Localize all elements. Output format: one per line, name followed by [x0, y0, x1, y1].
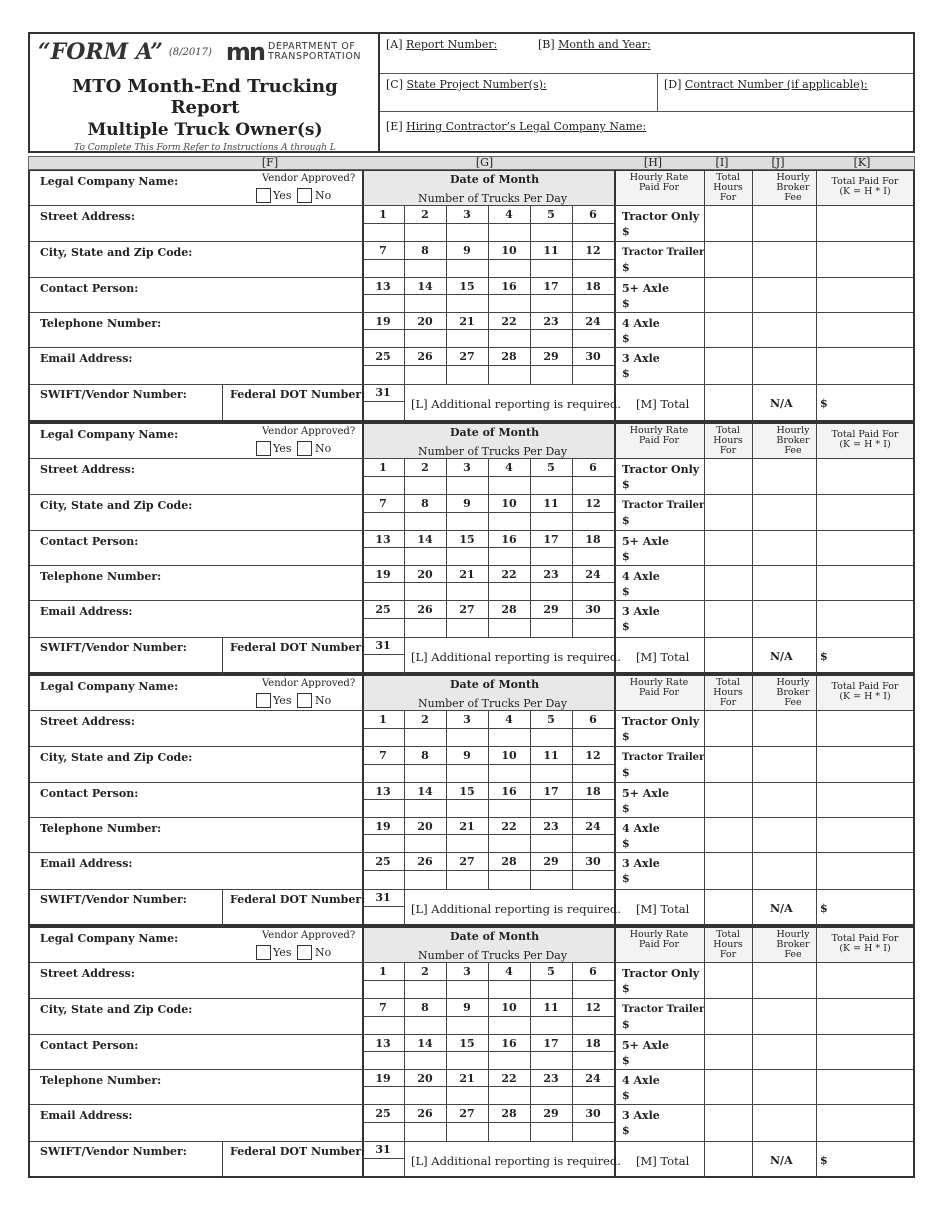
- m-total-label: [M] Total: [636, 902, 690, 916]
- day-number: 26: [417, 855, 433, 868]
- truck-type-label: Tractor Trailer: [622, 500, 705, 511]
- col-j: [J]: [771, 156, 785, 169]
- day-number: 30: [585, 1107, 601, 1120]
- day-number: 2: [421, 965, 429, 978]
- day-number: 24: [585, 568, 601, 581]
- day-number: 29: [543, 1107, 559, 1120]
- logo-dept-line2: TRANSPORTATION: [267, 51, 362, 62]
- day-number: 21: [459, 315, 475, 328]
- total-hours-header: Total Hours For: [713, 677, 743, 708]
- day-number: 17: [543, 280, 559, 293]
- truck-type-label: Tractor Only: [622, 715, 700, 728]
- broker-fee-header: Hourly Broker Fee: [776, 929, 810, 960]
- truck-type-label: 4 Axle: [622, 1074, 660, 1087]
- day-number: 23: [543, 1072, 559, 1085]
- day-number: 3: [463, 965, 471, 978]
- truck-type-label: 5+ Axle: [622, 1039, 669, 1052]
- day-number: 16: [501, 1037, 517, 1050]
- day-number: 2: [421, 713, 429, 726]
- day-number: 15: [459, 1037, 475, 1050]
- hourly-rate-dollar: $: [622, 478, 630, 491]
- hourly-rate-dollar: $: [622, 982, 630, 995]
- truck-owner-block: [28, 170, 915, 422]
- day-number: 12: [585, 244, 601, 257]
- additional-reporting-note: [L] Additional reporting is required.: [411, 902, 621, 916]
- day-number: 23: [543, 568, 559, 581]
- no-label: No: [314, 945, 332, 959]
- total-paid-formula: (K = H * I): [839, 439, 891, 450]
- day-number: 20: [417, 568, 433, 581]
- street-address-label: Street Address:: [40, 210, 135, 223]
- trucks-per-day-label: Number of Trucks Per Day: [418, 697, 568, 710]
- col-k: [K]: [853, 156, 871, 169]
- day-number: 26: [417, 603, 433, 616]
- day-number: 17: [543, 1037, 559, 1050]
- hourly-rate-dollar: $: [622, 297, 630, 310]
- truck-type-label: 3 Axle: [622, 857, 660, 870]
- day-number: 11: [543, 244, 559, 257]
- day-number: 27: [459, 855, 475, 868]
- telephone-number-label: Telephone Number:: [40, 317, 162, 330]
- truck-type-label: 4 Axle: [622, 570, 660, 583]
- day-number: 21: [459, 820, 475, 833]
- day-number: 7: [379, 749, 387, 762]
- vendor-approved-no-checkbox[interactable]: [297, 188, 312, 203]
- legal-company-name-label: Legal Company Name:: [40, 175, 179, 188]
- vendor-approved-no-checkbox[interactable]: [297, 693, 312, 708]
- vendor-approved-yes-checkbox[interactable]: [256, 188, 271, 203]
- day-number: 25: [375, 603, 391, 616]
- hourly-rate-dollar: $: [622, 367, 630, 380]
- day-number: 14: [417, 785, 433, 798]
- hourly-rate-dollar: $: [622, 872, 630, 885]
- vendor-approved-yes-checkbox[interactable]: [256, 693, 271, 708]
- truck-type-label: 4 Axle: [622, 822, 660, 835]
- hiring-contractor-field[interactable]: [E] Hiring Contractor’s Legal Company Name:: [386, 120, 647, 133]
- vendor-approved-label: Vendor Approved?: [262, 173, 356, 184]
- day-number: 8: [421, 1001, 429, 1014]
- day-number: 2: [421, 208, 429, 221]
- hourly-rate-dollar: $: [622, 802, 630, 815]
- day-number: 20: [417, 820, 433, 833]
- m-total-label: [M] Total: [636, 1154, 690, 1168]
- truck-owner-block: [28, 674, 915, 926]
- day-number: 8: [421, 244, 429, 257]
- hourly-rate-dollar: $: [622, 1054, 630, 1067]
- broker-na-label: N/A: [770, 1154, 793, 1167]
- telephone-number-label: Telephone Number:: [40, 570, 162, 583]
- day-number: 19: [375, 315, 391, 328]
- yes-label: Yes: [273, 693, 292, 707]
- trucks-per-day-label: Number of Trucks Per Day: [418, 445, 568, 458]
- day-number: 4: [505, 461, 513, 474]
- additional-reporting-note: [L] Additional reporting is required.: [411, 397, 621, 411]
- truck-type-label: 5+ Axle: [622, 787, 669, 800]
- day-number: 7: [379, 244, 387, 257]
- day-number: 29: [543, 855, 559, 868]
- broker-na-label: N/A: [770, 902, 793, 915]
- day-number: 10: [501, 497, 517, 510]
- day-number: 12: [585, 1001, 601, 1014]
- telephone-number-label: Telephone Number:: [40, 822, 162, 835]
- day-number: 11: [543, 749, 559, 762]
- vendor-approved-yes-checkbox[interactable]: [256, 945, 271, 960]
- day-number: 30: [585, 603, 601, 616]
- day-number: 18: [585, 280, 601, 293]
- day-number: 11: [543, 497, 559, 510]
- no-label: No: [314, 188, 332, 202]
- email-address-label: Email Address:: [40, 1109, 133, 1122]
- day-number: 28: [501, 1107, 517, 1120]
- day-number: 21: [459, 568, 475, 581]
- day-number: 8: [421, 497, 429, 510]
- email-address-label: Email Address:: [40, 857, 133, 870]
- day-number: 27: [459, 1107, 475, 1120]
- date-of-month-label: Date of Month: [450, 678, 540, 691]
- date-of-month-label: Date of Month: [450, 426, 540, 439]
- day-number: 10: [501, 749, 517, 762]
- day-number: 5: [547, 713, 555, 726]
- day-number: 25: [375, 1107, 391, 1120]
- total-hours-header: Total Hours For: [713, 929, 743, 960]
- additional-reporting-note: [L] Additional reporting is required.: [411, 1154, 621, 1168]
- broker-fee-header: Hourly Broker Fee: [776, 425, 810, 456]
- federal-dot-number-label: Federal DOT Number:: [230, 641, 366, 654]
- city-state-zip-label: City, State and Zip Code:: [40, 751, 193, 764]
- form-date: (8/2017): [168, 46, 212, 58]
- truck-type-label: Tractor Trailer: [622, 752, 705, 763]
- instructions-note: To Complete This Form Refer to Instructions A through L: [74, 143, 336, 153]
- contact-person-label: Contact Person:: [40, 535, 139, 548]
- day-number: 28: [501, 855, 517, 868]
- additional-reporting-note: [L] Additional reporting is required.: [411, 650, 621, 664]
- street-address-label: Street Address:: [40, 715, 135, 728]
- total-paid-formula: (K = H * I): [839, 943, 891, 954]
- day-number: 3: [463, 713, 471, 726]
- truck-type-label: Tractor Trailer: [622, 247, 705, 258]
- hourly-rate-dollar: $: [622, 225, 630, 238]
- total-paid-header: Total Paid For (K = H * I): [831, 176, 899, 197]
- city-state-zip-label: City, State and Zip Code:: [40, 246, 193, 259]
- day-number: 24: [585, 1072, 601, 1085]
- truck-type-label: 3 Axle: [622, 605, 660, 618]
- email-address-label: Email Address:: [40, 352, 133, 365]
- day-number: 15: [459, 533, 475, 546]
- mn-logo-icon: mn: [225, 38, 264, 66]
- day-number: 18: [585, 1037, 601, 1050]
- vendor-approved-label: Vendor Approved?: [262, 678, 356, 689]
- day-number: 5: [547, 461, 555, 474]
- logo-dept-line1: DEPARTMENT OF: [267, 41, 356, 52]
- total-paid-dollar: $: [820, 1154, 828, 1167]
- day-number: 20: [417, 1072, 433, 1085]
- owner-blocks: [28, 170, 915, 1178]
- day-number: 14: [417, 280, 433, 293]
- day-number: 18: [585, 533, 601, 546]
- mndot-logo: [226, 38, 361, 66]
- truck-owner-block: [28, 422, 915, 674]
- day-number: 26: [417, 1107, 433, 1120]
- vendor-approved-label: Vendor Approved?: [262, 426, 356, 437]
- day-number: 13: [375, 1037, 391, 1050]
- day-number: 19: [375, 820, 391, 833]
- broker-fee-header: Hourly Broker Fee: [776, 172, 810, 203]
- hourly-rate-header: Hourly Rate Paid For: [629, 425, 689, 446]
- day-number: 15: [459, 280, 475, 293]
- day-number: 29: [543, 603, 559, 616]
- no-label: No: [314, 693, 332, 707]
- col-h: [H]: [643, 156, 663, 169]
- yes-label: Yes: [273, 188, 292, 202]
- day-number: 24: [585, 315, 601, 328]
- day-number: 13: [375, 280, 391, 293]
- day-number: 4: [505, 208, 513, 221]
- federal-dot-number-label: Federal DOT Number:: [230, 1145, 366, 1158]
- day-number: 6: [589, 208, 597, 221]
- day-number: 22: [501, 315, 517, 328]
- day-number: 11: [543, 1001, 559, 1014]
- day-number: 22: [501, 820, 517, 833]
- day-31: 31: [375, 1143, 391, 1156]
- truck-type-label: Tractor Only: [622, 210, 700, 223]
- no-label: No: [314, 441, 332, 455]
- hourly-rate-dollar: $: [622, 261, 630, 274]
- city-state-zip-label: City, State and Zip Code:: [40, 499, 193, 512]
- hourly-rate-dollar: $: [622, 620, 630, 633]
- total-paid-header: Total Paid For (K = H * I): [831, 681, 899, 702]
- state-project-number-field[interactable]: [C] State Project Number(s):: [380, 74, 658, 111]
- m-total-label: [M] Total: [636, 397, 690, 411]
- truck-type-label: 5+ Axle: [622, 535, 669, 548]
- legal-company-name-label: Legal Company Name:: [40, 680, 179, 693]
- day-number: 30: [585, 855, 601, 868]
- day-number: 7: [379, 497, 387, 510]
- day-number: 3: [463, 461, 471, 474]
- day-number: 7: [379, 1001, 387, 1014]
- truck-type-label: Tractor Only: [622, 967, 700, 980]
- broker-na-label: N/A: [770, 650, 793, 663]
- column-code-bar: [28, 156, 915, 170]
- city-state-zip-label: City, State and Zip Code:: [40, 1003, 193, 1016]
- date-of-month-label: Date of Month: [450, 173, 540, 186]
- total-paid-formula: (K = H * I): [839, 691, 891, 702]
- hourly-rate-dollar: $: [622, 1018, 630, 1031]
- report-fields: [380, 34, 913, 151]
- day-number: 23: [543, 820, 559, 833]
- day-31: 31: [375, 639, 391, 652]
- trucks-per-day-label: Number of Trucks Per Day: [418, 949, 568, 962]
- hourly-rate-dollar: $: [622, 514, 630, 527]
- day-number: 16: [501, 533, 517, 546]
- hourly-rate-header: Hourly Rate Paid For: [629, 172, 689, 193]
- day-number: 15: [459, 785, 475, 798]
- contact-person-label: Contact Person:: [40, 282, 139, 295]
- email-address-label: Email Address:: [40, 605, 133, 618]
- day-number: 5: [547, 965, 555, 978]
- day-number: 19: [375, 568, 391, 581]
- day-number: 9: [463, 244, 471, 257]
- day-number: 13: [375, 785, 391, 798]
- form-page: [28, 32, 915, 1178]
- day-number: 9: [463, 1001, 471, 1014]
- swift-vendor-number-label: SWIFT/Vendor Number:: [40, 893, 187, 906]
- day-number: 5: [547, 208, 555, 221]
- hourly-rate-dollar: $: [622, 550, 630, 563]
- day-number: 10: [501, 1001, 517, 1014]
- contact-person-label: Contact Person:: [40, 1039, 139, 1052]
- day-number: 27: [459, 350, 475, 363]
- total-hours-header: Total Hours For: [713, 172, 743, 203]
- day-number: 4: [505, 965, 513, 978]
- day-number: 8: [421, 749, 429, 762]
- day-number: 19: [375, 1072, 391, 1085]
- day-number: 30: [585, 350, 601, 363]
- day-number: 13: [375, 533, 391, 546]
- col-i: [I]: [715, 156, 729, 169]
- day-number: 22: [501, 1072, 517, 1085]
- yes-label: Yes: [273, 441, 292, 455]
- day-number: 12: [585, 497, 601, 510]
- truck-owner-block: [28, 926, 915, 1178]
- day-number: 22: [501, 568, 517, 581]
- day-number: 1: [379, 965, 387, 978]
- trucks-per-day-label: Number of Trucks Per Day: [418, 192, 568, 205]
- day-number: 3: [463, 208, 471, 221]
- m-total-label: [M] Total: [636, 650, 690, 664]
- day-number: 9: [463, 749, 471, 762]
- report-number-field[interactable]: [A] Report Number:: [386, 38, 498, 51]
- legal-company-name-label: Legal Company Name:: [40, 932, 179, 945]
- truck-type-label: Tractor Only: [622, 463, 700, 476]
- day-number: 17: [543, 533, 559, 546]
- form-title-panel: [30, 34, 380, 151]
- day-number: 12: [585, 749, 601, 762]
- date-of-month-label: Date of Month: [450, 930, 540, 943]
- day-number: 21: [459, 1072, 475, 1085]
- day-number: 14: [417, 1037, 433, 1050]
- truck-type-label: 5+ Axle: [622, 282, 669, 295]
- federal-dot-number-label: Federal DOT Number:: [230, 893, 366, 906]
- day-number: 25: [375, 855, 391, 868]
- col-f: [F]: [261, 156, 279, 169]
- total-paid-header: Total Paid For (K = H * I): [831, 933, 899, 954]
- day-31: 31: [375, 891, 391, 904]
- contract-number-field[interactable]: [D] Contract Number (if applicable):: [664, 78, 868, 91]
- broker-fee-header: Hourly Broker Fee: [776, 677, 810, 708]
- day-number: 10: [501, 244, 517, 257]
- truck-type-label: 3 Axle: [622, 1109, 660, 1122]
- contact-person-label: Contact Person:: [40, 787, 139, 800]
- total-paid-formula: (K = H * I): [839, 186, 891, 197]
- day-number: 2: [421, 461, 429, 474]
- report-subtitle: Multiple Truck Owner(s): [87, 120, 323, 140]
- day-number: 6: [589, 965, 597, 978]
- swift-vendor-number-label: SWIFT/Vendor Number:: [40, 1145, 187, 1158]
- day-number: 25: [375, 350, 391, 363]
- form-header: [28, 32, 915, 153]
- day-number: 4: [505, 713, 513, 726]
- day-number: 6: [589, 461, 597, 474]
- street-address-label: Street Address:: [40, 967, 135, 980]
- day-number: 28: [501, 603, 517, 616]
- truck-type-label: Tractor Trailer: [622, 1004, 705, 1015]
- day-number: 9: [463, 497, 471, 510]
- form-label: “FORM A”: [38, 39, 163, 65]
- day-number: 24: [585, 820, 601, 833]
- day-number: 26: [417, 350, 433, 363]
- day-number: 20: [417, 315, 433, 328]
- hourly-rate-dollar: $: [622, 1124, 630, 1137]
- day-number: 29: [543, 350, 559, 363]
- hourly-rate-header: Hourly Rate Paid For: [629, 677, 689, 698]
- day-number: 1: [379, 461, 387, 474]
- yes-label: Yes: [273, 945, 292, 959]
- month-year-field[interactable]: [B] Month and Year:: [538, 38, 651, 51]
- day-number: 1: [379, 713, 387, 726]
- hourly-rate-dollar: $: [622, 766, 630, 779]
- day-number: 28: [501, 350, 517, 363]
- hourly-rate-dollar: $: [622, 585, 630, 598]
- federal-dot-number-label: Federal DOT Number:: [230, 388, 366, 401]
- hourly-rate-dollar: $: [622, 837, 630, 850]
- total-paid-dollar: $: [820, 902, 828, 915]
- day-number: 6: [589, 713, 597, 726]
- truck-type-label: 4 Axle: [622, 317, 660, 330]
- total-paid-dollar: $: [820, 650, 828, 663]
- day-31: 31: [375, 386, 391, 399]
- street-address-label: Street Address:: [40, 463, 135, 476]
- hourly-rate-dollar: $: [622, 1089, 630, 1102]
- total-paid-header: Total Paid For (K = H * I): [831, 429, 899, 450]
- report-title: MTO Month-End Trucking Report: [72, 76, 338, 118]
- day-number: 16: [501, 280, 517, 293]
- vendor-approved-no-checkbox[interactable]: [297, 945, 312, 960]
- day-number: 16: [501, 785, 517, 798]
- day-number: 18: [585, 785, 601, 798]
- day-number: 23: [543, 315, 559, 328]
- total-paid-dollar: $: [820, 397, 828, 410]
- hourly-rate-dollar: $: [622, 730, 630, 743]
- day-number: 17: [543, 785, 559, 798]
- hourly-rate-header: Hourly Rate Paid For: [629, 929, 689, 950]
- telephone-number-label: Telephone Number:: [40, 1074, 162, 1087]
- day-number: 27: [459, 603, 475, 616]
- swift-vendor-number-label: SWIFT/Vendor Number:: [40, 388, 187, 401]
- hourly-rate-dollar: $: [622, 332, 630, 345]
- col-g: [G]: [475, 156, 494, 169]
- day-number: 1: [379, 208, 387, 221]
- vendor-approved-yes-checkbox[interactable]: [256, 441, 271, 456]
- legal-company-name-label: Legal Company Name:: [40, 428, 179, 441]
- vendor-approved-label: Vendor Approved?: [262, 930, 356, 941]
- truck-type-label: 3 Axle: [622, 352, 660, 365]
- day-number: 14: [417, 533, 433, 546]
- vendor-approved-no-checkbox[interactable]: [297, 441, 312, 456]
- swift-vendor-number-label: SWIFT/Vendor Number:: [40, 641, 187, 654]
- broker-na-label: N/A: [770, 397, 793, 410]
- total-hours-header: Total Hours For: [713, 425, 743, 456]
